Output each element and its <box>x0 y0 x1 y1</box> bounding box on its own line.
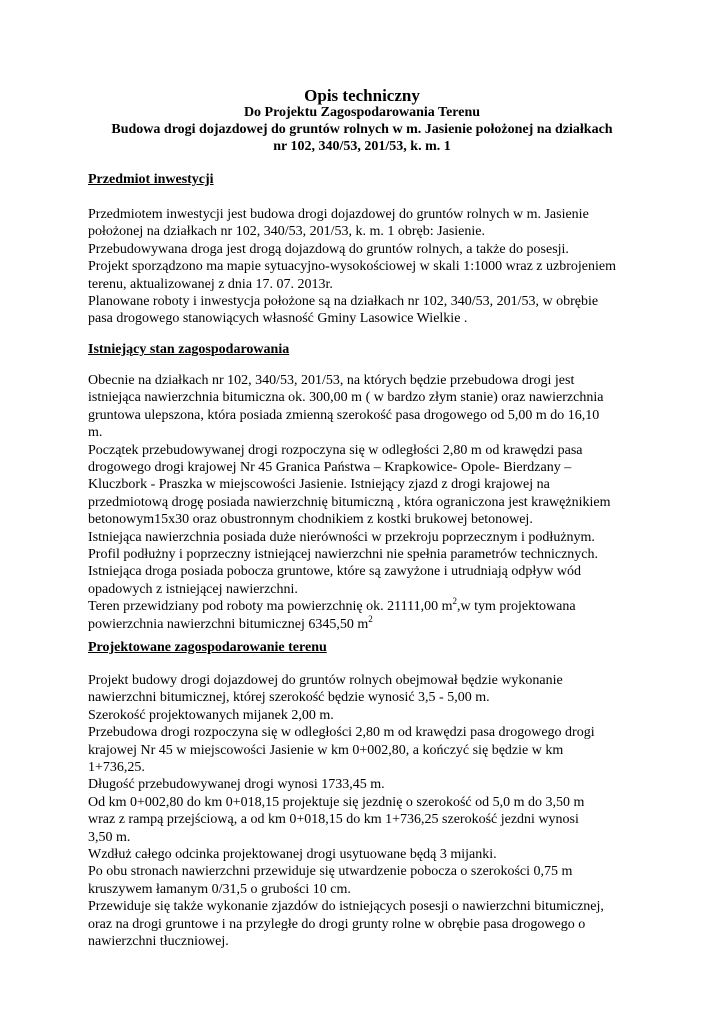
document-title-line-4: nr 102, 340/53, 201/53, k. m. 1 <box>273 139 451 154</box>
paragraph-line: betonowym15x30 oraz obustronnym chodnikiem z kostki brukowej betonowej. <box>88 512 533 528</box>
paragraph-line: Przewiduje się także wykonanie zjazdów do istniejących posesji o nawierzchni bitumicznej, <box>88 899 604 915</box>
section-heading-projektowane: Projektowane zagospodarowanie terenu <box>88 640 327 655</box>
paragraph-line: Po obu stronach nawierzchni przewiduje się utwardzenie pobocza o szerokości 0,75 m <box>88 864 573 880</box>
paragraph-line: Projekt sporządzono ma mapie sytuacyjno-wysokościowej w skali 1:1000 wraz z uzbrojeniem <box>88 259 616 275</box>
paragraph-line: pasa drogowego stanowiących własność Gminy Lasowice Wielkie . <box>88 311 468 327</box>
document-title: Opis techniczny <box>304 86 420 105</box>
area-line <box>88 613 648 633</box>
paragraph-line: Profil podłużny i poprzeczny istniejącej nawierzchni nie spełnia parametrów technicznych. <box>88 547 599 563</box>
paragraph-line: położonej na działkach nr 102, 340/53, 201/53, k. m. 1 obręb: Jasienie. <box>88 224 485 240</box>
section-body-przedmiot <box>88 206 648 328</box>
paragraph-line: m. <box>88 425 103 441</box>
paragraph-line: Wzdłuż całego odcinka projektowanej drogi usytuowane będą 3 mijanki. <box>88 847 497 863</box>
area-superscript: 2 <box>368 613 373 624</box>
paragraph-line: Od km 0+002,80 do km 0+018,15 projektuje się jezdnię o szerokość od 5,0 m do 3,50 m <box>88 794 585 810</box>
section-heading-przedmiot: Przedmiot inwestycji <box>88 172 214 187</box>
area-text: powierzchnia nawierzchni bitumicznej 6345,50 m <box>88 616 369 632</box>
paragraph-line: Szerokość projektowanych mijanek 2,00 m. <box>88 707 334 723</box>
paragraph-line: nawierzchni bitumicznej, której szerokość będzie wynosić 3,5 - 5,00 m. <box>88 690 490 706</box>
paragraph-line: Przebudowa drogi rozpoczyna się w odległości 2,80 m od krawędzi pasa drogowego drogi <box>88 725 595 741</box>
section-body-projektowane <box>88 672 648 951</box>
paragraph-line: gruntowa ulepszona, która posiada zmienną szerokość pasa drogowego od 5,00 m do 16,10 <box>88 407 600 423</box>
paragraph-line: 1+736,25. <box>88 760 145 776</box>
document-subtitle: Do Projektu Zagospodarowania Terenu <box>243 105 481 120</box>
paragraph-line: Istniejąca nawierzchnia posiada duże nierówności w przekroju poprzecznym i podłużnym. <box>88 529 595 545</box>
section-body-istniejacy <box>88 372 648 633</box>
paragraph-line: Przebudowywana droga jest drogą dojazdową do gruntów rolnych, a także do posesji. <box>88 241 569 257</box>
paragraph-line: przedmiotową drogę posiada nawierzchnię bitumiczną , która ograniczona jest krawężnikiem <box>88 494 611 510</box>
paragraph-line: Istniejąca droga posiada pobocza gruntowe, które są zawyżone i utrudniają odpływ wód <box>88 564 581 580</box>
area-superscript: 2 <box>452 596 457 607</box>
paragraph-line: nawierzchni tłuczniowej. <box>88 934 229 950</box>
paragraph-line: kruszywem łamanym 0/31,5 o grubości 10 cm. <box>88 881 351 897</box>
paragraph-line: Kluczbork - Praszka w miejscowości Jasienie. Istniejący zjazd z drogi krajowej na <box>88 477 550 493</box>
paragraph-line: wraz z rampą przejściową, a od km 0+018,15 do km 1+736,25 szerokość jezdni wynosi <box>88 812 579 828</box>
paragraph-line: opadowych z istniejącej nawierzchni. <box>88 581 298 597</box>
paragraph-line: Przedmiotem inwestycji jest budowa drogi dojazdowej do gruntów rolnych w m. Jasienie <box>88 207 589 222</box>
paragraph-line: Długość przebudowywanej drogi wynosi 1733,45 m. <box>88 777 385 793</box>
paragraph-line: terenu, aktualizowanej z dnia 17. 07. 2013r. <box>88 276 333 292</box>
paragraph-line: Obecnie na działkach nr 102, 340/53, 201/53, na których będzie przebudowa drogi jest <box>88 373 575 388</box>
paragraph-line: istniejąca nawierzchnia bitumiczna ok. 300,00 m ( w bardzo złym stanie) oraz nawierzchnia <box>88 390 604 406</box>
paragraph-line: Początek przebudowywanej drogi rozpoczyna się w odległości 2,80 m od krawędzi pasa <box>88 442 583 458</box>
section-heading-istniejacy: Istniejący stan zagospodarowania <box>88 342 290 357</box>
area-text: Teren przewidziany pod roboty ma powierzchnię ok. 21111,00 m <box>88 599 453 615</box>
document-title-line-3: Budowa drogi dojazdowej do gruntów rolnych w m. Jasienie położonej na działkach <box>111 122 613 137</box>
paragraph-line: drogowego drogi krajowej Nr 45 Granica Państwa – Krapkowice- Opole- Bierdzany – <box>88 460 572 476</box>
paragraph-line: Projekt budowy drogi dojazdowej do gruntów rolnych obejmował będzie wykonanie <box>88 673 563 688</box>
paragraph-line: Planowane roboty i inwestycja położone są na działkach nr 102, 340/53, 201/53, w obrębie <box>88 294 599 310</box>
paragraph-line: krajowej Nr 45 w miejscowości Jasienie w km 0+002,80, a kończyć się będzie w km <box>88 742 564 758</box>
paragraph-line: 3,50 m. <box>88 829 131 845</box>
paragraph-line: oraz na drogi gruntowe i na przyległe do drogi grunty rolne w obrębie pasa drogowego o <box>88 916 586 932</box>
area-text-tail: ,w tym projektowana <box>456 599 576 615</box>
